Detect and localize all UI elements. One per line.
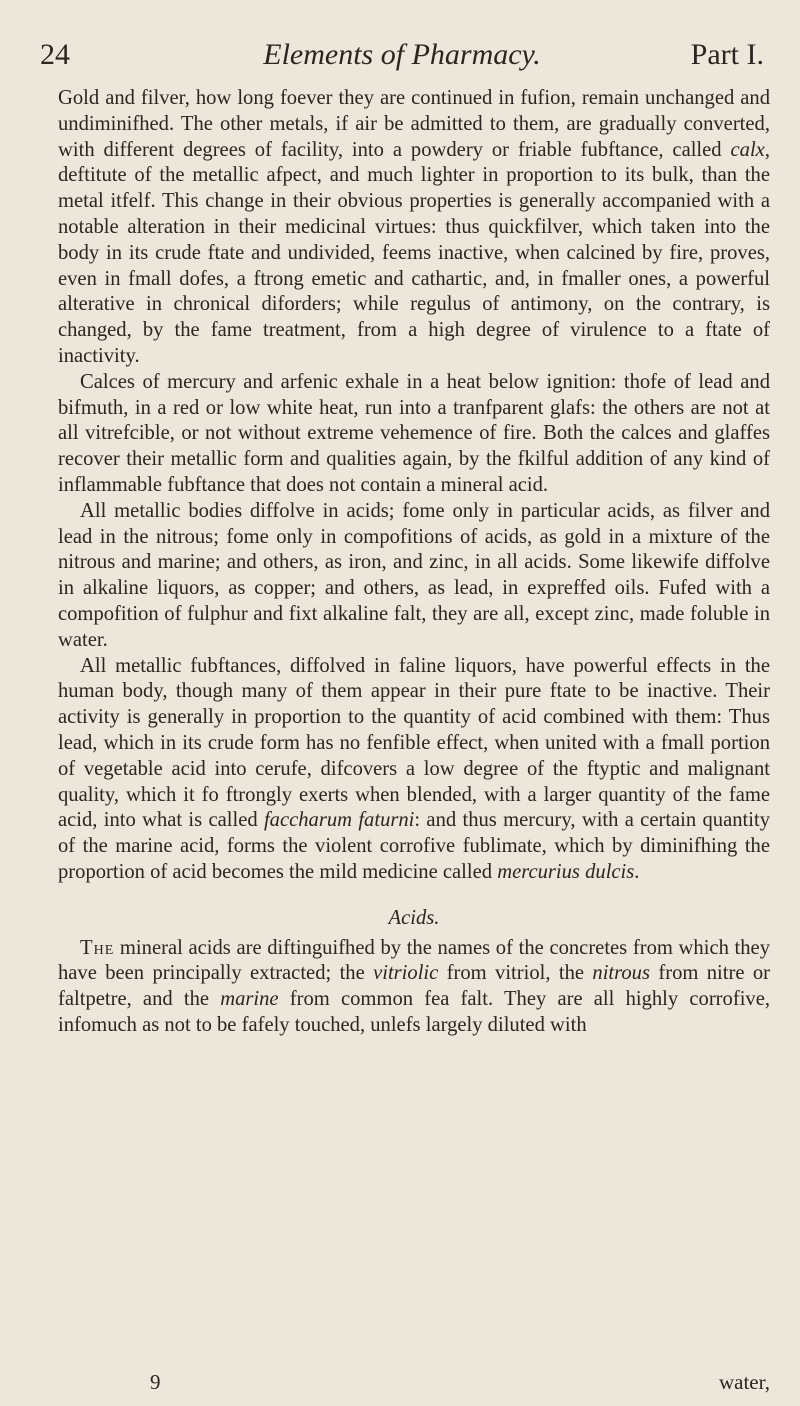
paragraph-text: , deftitute of the metallic afpect, and much lighter in proportion to its bulk, than the metal itfelf. This change in their obvious properties is generally accompanied with a notable alteration in their medicinal virtues: thus quickfilver, which taken into the body in its crude ftate and undivided, feems inactive, when calcined by fire, proves, even in fmall dofes, a ftrong emetic and cathartic, and, in fmaller ones, a powerful alterative in chronical diforders; while regulus of antimony, on the contrary, is changed, by the fame treatment, from a high degree of virulence to a ftate of inactivity.	[58, 138, 770, 367]
paragraph-text: : and thus mercury, with a certain quantity of the marine acid, forms the violent corrofive fublimate, which by diminifhing the proportion of acid becomes the mild medicine called	[58, 809, 771, 883]
paragraph-text: All metallic bodies diffolve in acids; fome only in particular acids, as filver and lead in the nitrous; fome only in compofitions of acids, as gold in a mixture of the nitrous and marine; and others, as iron, and zinc, in all acids. Some likewife diffolve in alkaline liquors, as copper; and others, as lead, in expreffed oils. Fufed with a compofition of fulphur and fixt alkaline falt, they are all, except zinc, made foluble in water.	[58, 499, 770, 651]
part-label: Part I.	[690, 38, 764, 71]
term-vitriolic: vitriolic	[373, 962, 439, 985]
signature-mark: 9	[150, 1370, 161, 1394]
paragraph-calces	[58, 370, 770, 499]
paragraph-acids	[58, 936, 770, 1039]
paragraph-metals-calcination	[58, 86, 770, 370]
paragraph-text: All metallic fubftances, diffolved in faline liquors, have powerful effects in the human body, though many of them appear in their pure ftate to be inactive. Their activity is generally in proportion to the quantity of acid combined with them: Thus lead, which in its crude form has no fenfible effect, when united with a fmall portion of vegetable acid into cerufe, difcovers a low degree of the ftyptic and malignant quality, which it fo ftrongly exerts when blended, with a larger quantity of the fame acid, into what is called	[58, 654, 770, 832]
paragraph-text: Calces of mercury and arfenic exhale in a heat below ignition: thofe of lead and bifmuth, in a red or low white heat, run into a tranfparent glafs: the others are not at all vitrefcible, or not without extreme vehemence of fire. Both the calces and glaffes recover their metallic form and qualities again, by the fkilful addition of any kind of inflammable fubftance that does not contain a mineral acid.	[58, 370, 770, 496]
term-nitrous: nitrous	[592, 962, 650, 985]
page-footer	[58, 1370, 770, 1400]
catchword: water,	[718, 1370, 770, 1394]
paragraph-saline-effects	[58, 654, 770, 886]
section-first-word: The	[80, 936, 115, 959]
paragraph-solution-in-acids	[58, 499, 770, 654]
paragraph-text: from nitre or faltpetre, and the	[58, 962, 770, 1011]
term-marine: marine	[220, 988, 279, 1011]
running-title: Elements of Pharmacy.	[263, 38, 541, 71]
paragraph-text: .	[634, 860, 640, 883]
body-text	[58, 86, 770, 1039]
page-header	[40, 32, 764, 76]
paragraph-text: from vitriol, the	[438, 962, 593, 985]
term-mercurius-dulcis: mercurius dulcis	[497, 860, 635, 883]
paragraph-text: mineral acids are diftinguifhed by the names of the concretes from which they have been principally extracted; the	[58, 936, 770, 985]
section-heading-acids: Acids.	[388, 906, 440, 929]
paragraph-text: Gold and filver, how long foever they are continued in fufion, remain unchanged and undiminifhed. The other metals, if air be admitted to them, are gradually converted, with different degrees of facility, into a powdery or friable fubftance, called	[58, 87, 770, 161]
page-number: 24	[40, 38, 70, 71]
term-saccharum-saturni: faccharum faturni	[263, 809, 415, 832]
term-calx: calx	[730, 138, 765, 161]
paragraph-text: from common fea falt. They are all highly corrofive, infomuch as not to be fafely touched, unlefs largely diluted with	[58, 988, 770, 1036]
